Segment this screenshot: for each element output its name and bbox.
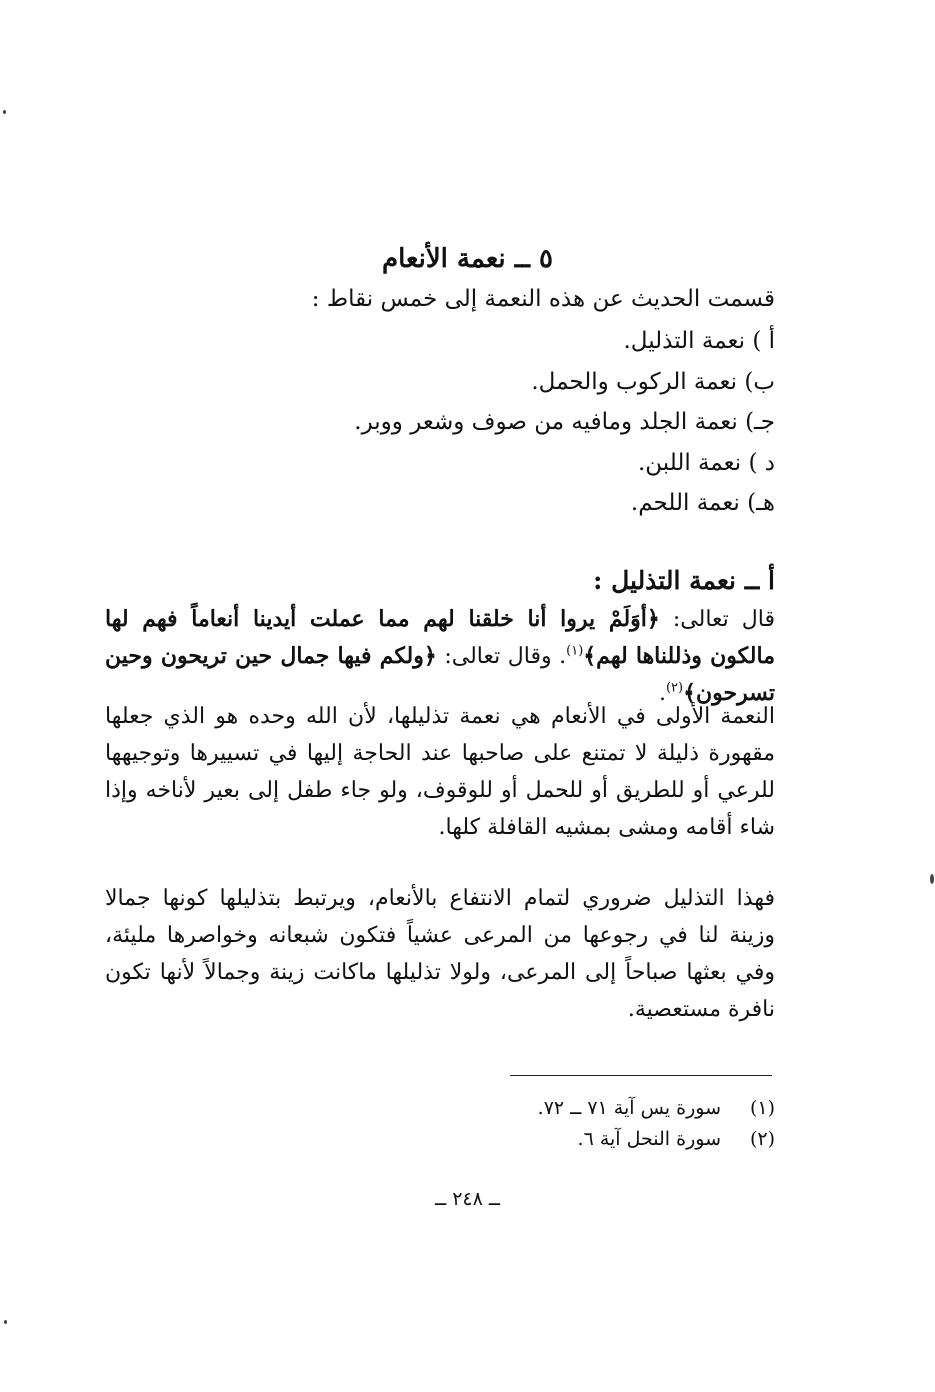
- list-item: د ) نعمة اللبن.: [637, 449, 775, 476]
- body-paragraph: فهذا التذليل ضروري لتمام الانتفاع بالأنعام، ويرتبط بتذليلها كونها جمالا وزينة لنا في رجوعها من المرعى عشياً فتكون شبعانه وخواصرها مليئة، وفي بعثها صباحاً إلى المرعى، ولولا تذليلها ماكانت زينة وجمالاً لأنها تكون نافرة مستعصية.: [105, 886, 775, 1022]
- chapter-title: ٥ ــ نعمة الأنعام: [382, 244, 553, 275]
- quote-lead: قال تعالى:: [659, 607, 775, 632]
- scan-speck: [3, 110, 6, 114]
- page-number: ــ ٢٤٨ ــ: [435, 1188, 500, 1210]
- quote-end: .: [658, 681, 666, 706]
- footnote-number: (١): [749, 1097, 775, 1119]
- list-item: ب) نعمة الركوب والحمل.: [531, 368, 775, 395]
- quran-verse-2: ﴿ولكم فيها جمال حين تريحون وحين تسرحون﴾: [105, 643, 775, 706]
- footnote-ref-2: (٢): [665, 680, 684, 696]
- footnote: [538, 1124, 775, 1155]
- quran-paragraph: [105, 601, 775, 712]
- footnote-number: (٢): [749, 1128, 775, 1150]
- footnote: [538, 1093, 775, 1124]
- body-paragraph: النعمة الأولى في الأنعام هي نعمة تذليلها، لأن الله وحده هو الذي جعلها مقهورة ذليلة لا تمتنع على صاحبها عند الحاجة إليها في تسييرها وتوجيهها للرعي أو للطريق أو للحمل أو للوقوف، ولو جاء طفل إلى بعير لأناخه وإذا شاء أقامه ومشى بمشيه القافلة كلها.: [105, 704, 775, 840]
- quote-middle: . وقال تعالى:: [436, 644, 567, 669]
- footnote-divider: [510, 1075, 772, 1076]
- list-item: أ ) نعمة التذليل.: [623, 328, 775, 354]
- points-list: [354, 323, 775, 526]
- section-heading: أ ــ نعمة التذليل :: [593, 565, 775, 595]
- list-item: جـ) نعمة الجلد ومافيه من صوف وشعر ووبر.: [354, 409, 775, 435]
- list-item: هـ) نعمة اللحم.: [630, 490, 775, 516]
- scan-speck: [4, 1320, 7, 1324]
- scan-speck: [930, 874, 934, 884]
- footnote-ref-1: (١): [566, 643, 584, 659]
- footnotes: [538, 1093, 775, 1155]
- quran-verse-1: ﴿أوَلَمْ يروا أنا خلقنا لهم مما عملت أيدينا أنعاماً فهم لها مالكون وذللناها لهم﴾: [105, 606, 775, 669]
- intro-sentence: قسمت الحديث عن هذه النعمة إلى خمس نقاط :: [311, 286, 775, 312]
- footnote-text: سورة يس آية ٧١ ــ ٧٢.: [537, 1097, 721, 1119]
- footnote-text: سورة النحل آية ٦.: [577, 1128, 721, 1150]
